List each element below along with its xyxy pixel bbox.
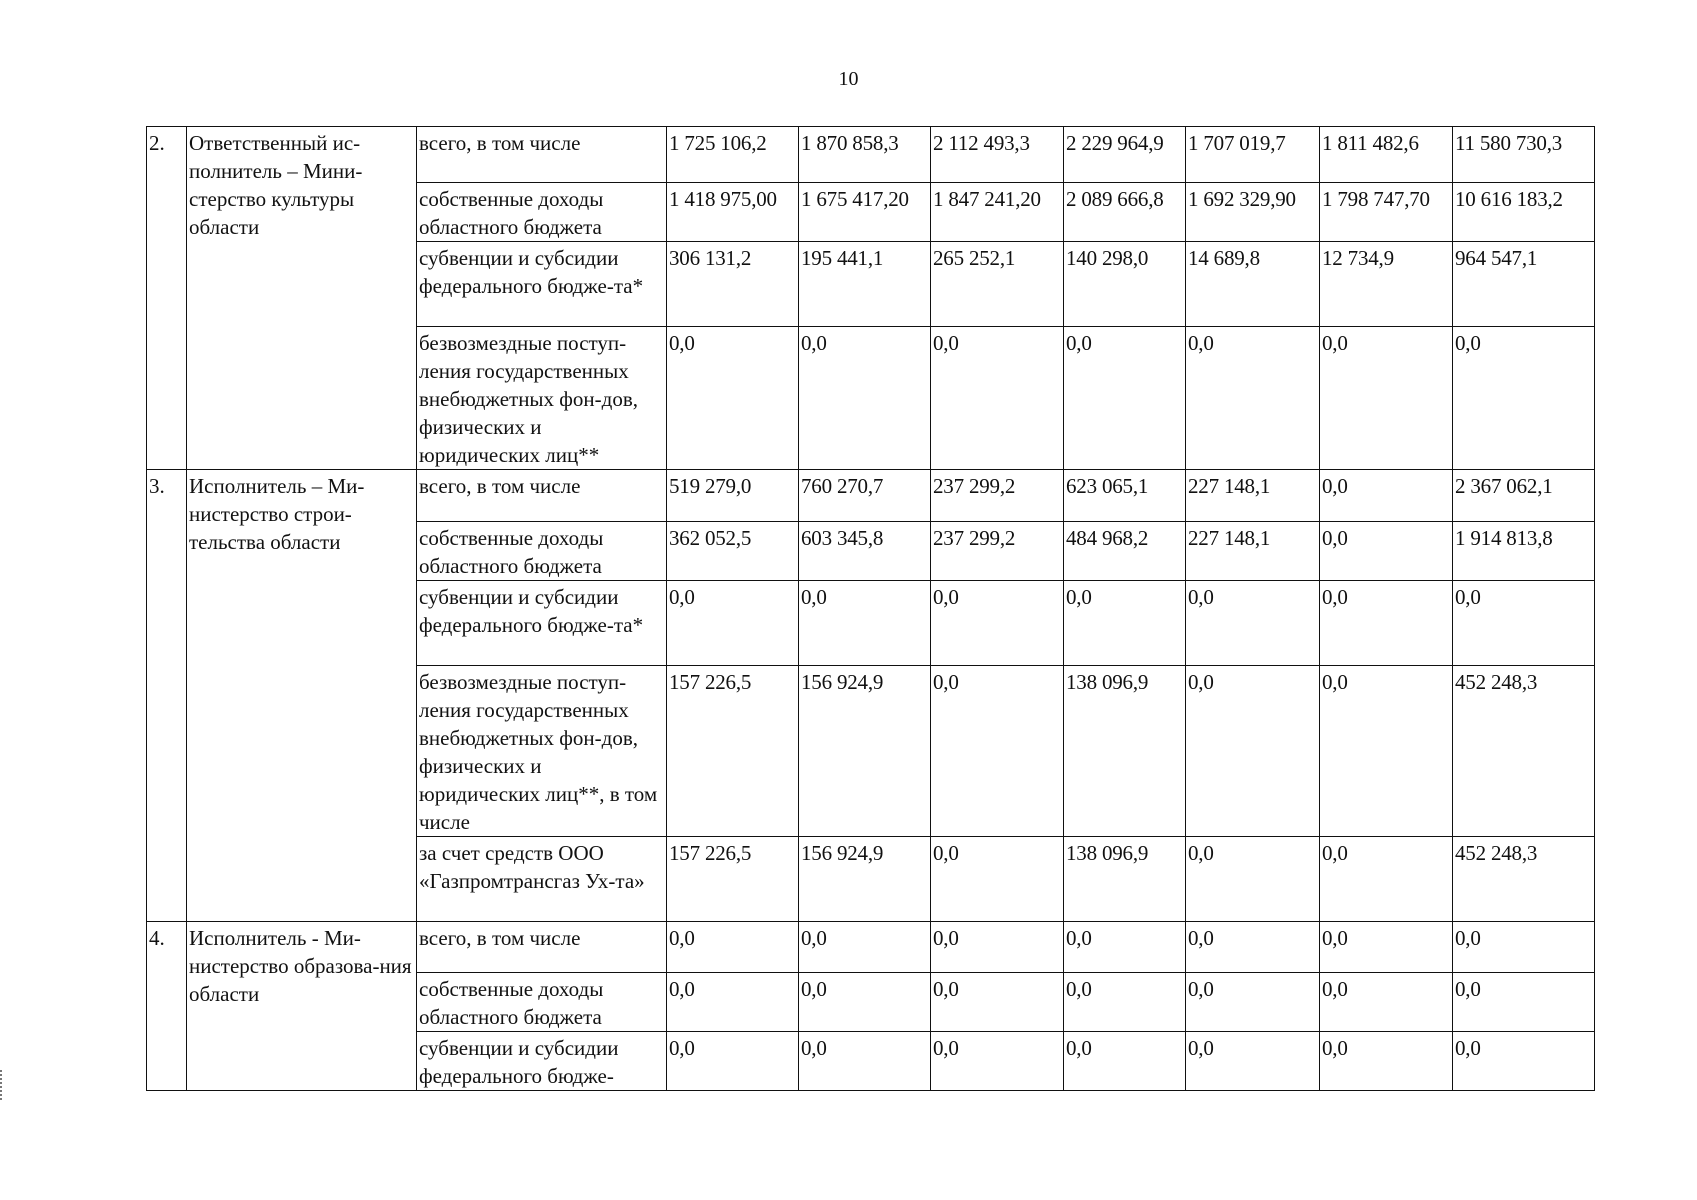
year-value-cell: 519 279,0 [667, 470, 799, 522]
year-value-cell: 1 707 019,7 [1186, 127, 1320, 183]
year-value-cell: 0,0 [931, 837, 1064, 922]
year-value-cell: 0,0 [1320, 327, 1453, 470]
total-value-cell: 452 248,3 [1453, 666, 1595, 837]
year-value-cell: 1 798 747,70 [1320, 183, 1453, 242]
funding-source-label: всего, в том числе [417, 470, 667, 522]
year-value-cell: 0,0 [1320, 922, 1453, 973]
year-value-cell: 156 924,9 [799, 837, 931, 922]
funding-source-label: всего, в том числе [417, 127, 667, 183]
executor-name: Исполнитель – Ми-нистерство строи-тельства области [187, 470, 417, 922]
year-value-cell: 237 299,2 [931, 522, 1064, 581]
row-number: 2. [147, 127, 187, 470]
year-value-cell: 1 725 106,2 [667, 127, 799, 183]
scan-edge-marks [0, 1070, 5, 1100]
year-value-cell: 0,0 [1064, 327, 1186, 470]
year-value-cell: 0,0 [667, 327, 799, 470]
total-value-cell: 0,0 [1453, 1032, 1595, 1091]
year-value-cell: 195 441,1 [799, 242, 931, 327]
year-value-cell: 0,0 [931, 327, 1064, 470]
year-value-cell: 0,0 [1320, 581, 1453, 666]
funding-source-label: за счет средств ООО «Газпромтрансгаз Ух-та» [417, 837, 667, 922]
year-value-cell: 0,0 [667, 581, 799, 666]
year-value-cell: 0,0 [667, 973, 799, 1032]
year-value-cell: 0,0 [1320, 470, 1453, 522]
year-value-cell: 0,0 [1320, 666, 1453, 837]
year-value-cell: 12 734,9 [1320, 242, 1453, 327]
year-value-cell: 1 811 482,6 [1320, 127, 1453, 183]
year-value-cell: 227 148,1 [1186, 522, 1320, 581]
year-value-cell: 0,0 [1064, 1032, 1186, 1091]
year-value-cell: 265 252,1 [931, 242, 1064, 327]
year-value-cell: 138 096,9 [1064, 666, 1186, 837]
year-value-cell: 0,0 [799, 327, 931, 470]
page-number: 10 [838, 68, 859, 90]
year-value-cell: 157 226,5 [667, 837, 799, 922]
year-value-cell: 0,0 [799, 581, 931, 666]
funding-source-label: субвенции и субсидии федерального бюдже-та* [417, 581, 667, 666]
year-value-cell: 140 298,0 [1064, 242, 1186, 327]
year-value-cell: 1 675 417,20 [799, 183, 931, 242]
year-value-cell: 1 847 241,20 [931, 183, 1064, 242]
year-value-cell: 2 112 493,3 [931, 127, 1064, 183]
year-value-cell: 0,0 [1064, 581, 1186, 666]
row-number: 4. [147, 922, 187, 1091]
funding-source-label: собственные доходы областного бюджета [417, 522, 667, 581]
total-value-cell: 0,0 [1453, 922, 1595, 973]
total-value-cell: 964 547,1 [1453, 242, 1595, 327]
total-value-cell: 0,0 [1453, 327, 1595, 470]
funding-source-label: собственные доходы областного бюджета [417, 183, 667, 242]
year-value-cell: 484 968,2 [1064, 522, 1186, 581]
year-value-cell: 0,0 [931, 581, 1064, 666]
year-value-cell: 157 226,5 [667, 666, 799, 837]
year-value-cell: 0,0 [667, 1032, 799, 1091]
table-row [147, 470, 1595, 522]
funding-source-label: безвозмездные поступ-ления государственных внебюджетных фон-дов, физических и юридических лиц** [417, 327, 667, 470]
funding-source-label: субвенции и субсидии федерального бюдже- [417, 1032, 667, 1091]
year-value-cell: 156 924,9 [799, 666, 931, 837]
year-value-cell: 0,0 [1064, 973, 1186, 1032]
table-row [147, 922, 1595, 973]
year-value-cell: 0,0 [799, 922, 931, 973]
year-value-cell: 0,0 [1186, 666, 1320, 837]
total-value-cell: 10 616 183,2 [1453, 183, 1595, 242]
year-value-cell: 0,0 [1320, 522, 1453, 581]
executor-name: Ответственный ис-полнитель – Мини-стерство культуры области [187, 127, 417, 470]
year-value-cell: 1 692 329,90 [1186, 183, 1320, 242]
year-value-cell: 362 052,5 [667, 522, 799, 581]
row-number: 3. [147, 470, 187, 922]
year-value-cell: 0,0 [1320, 973, 1453, 1032]
total-value-cell: 0,0 [1453, 973, 1595, 1032]
funding-source-label: безвозмездные поступ-ления государственных внебюджетных фон-дов, физических и юридических лиц**, в том числе [417, 666, 667, 837]
year-value-cell: 0,0 [1186, 922, 1320, 973]
funding-source-label: собственные доходы областного бюджета [417, 973, 667, 1032]
year-value-cell: 0,0 [931, 666, 1064, 837]
total-value-cell: 2 367 062,1 [1453, 470, 1595, 522]
year-value-cell: 0,0 [931, 1032, 1064, 1091]
year-value-cell: 0,0 [1320, 837, 1453, 922]
total-value-cell: 452 248,3 [1453, 837, 1595, 922]
year-value-cell: 0,0 [1186, 327, 1320, 470]
year-value-cell: 0,0 [1186, 581, 1320, 666]
executor-name: Исполнитель - Ми-нистерство образова-ния области [187, 922, 417, 1091]
year-value-cell: 14 689,8 [1186, 242, 1320, 327]
year-value-cell: 237 299,2 [931, 470, 1064, 522]
total-value-cell: 0,0 [1453, 581, 1595, 666]
year-value-cell: 0,0 [931, 922, 1064, 973]
year-value-cell: 2 089 666,8 [1064, 183, 1186, 242]
year-value-cell: 0,0 [1320, 1032, 1453, 1091]
funding-table [146, 126, 1595, 1091]
year-value-cell: 1 870 858,3 [799, 127, 931, 183]
year-value-cell: 603 345,8 [799, 522, 931, 581]
year-value-cell: 0,0 [667, 922, 799, 973]
year-value-cell: 0,0 [931, 973, 1064, 1032]
year-value-cell: 760 270,7 [799, 470, 931, 522]
year-value-cell: 0,0 [1064, 922, 1186, 973]
year-value-cell: 2 229 964,9 [1064, 127, 1186, 183]
year-value-cell: 138 096,9 [1064, 837, 1186, 922]
total-value-cell: 1 914 813,8 [1453, 522, 1595, 581]
year-value-cell: 623 065,1 [1064, 470, 1186, 522]
total-value-cell: 11 580 730,3 [1453, 127, 1595, 183]
year-value-cell: 0,0 [799, 1032, 931, 1091]
funding-source-label: всего, в том числе [417, 922, 667, 973]
year-value-cell: 0,0 [1186, 973, 1320, 1032]
year-value-cell: 0,0 [1186, 837, 1320, 922]
year-value-cell: 1 418 975,00 [667, 183, 799, 242]
year-value-cell: 227 148,1 [1186, 470, 1320, 522]
year-value-cell: 306 131,2 [667, 242, 799, 327]
funding-source-label: субвенции и субсидии федерального бюдже-та* [417, 242, 667, 327]
year-value-cell: 0,0 [799, 973, 931, 1032]
year-value-cell: 0,0 [1186, 1032, 1320, 1091]
table-row [147, 127, 1595, 183]
